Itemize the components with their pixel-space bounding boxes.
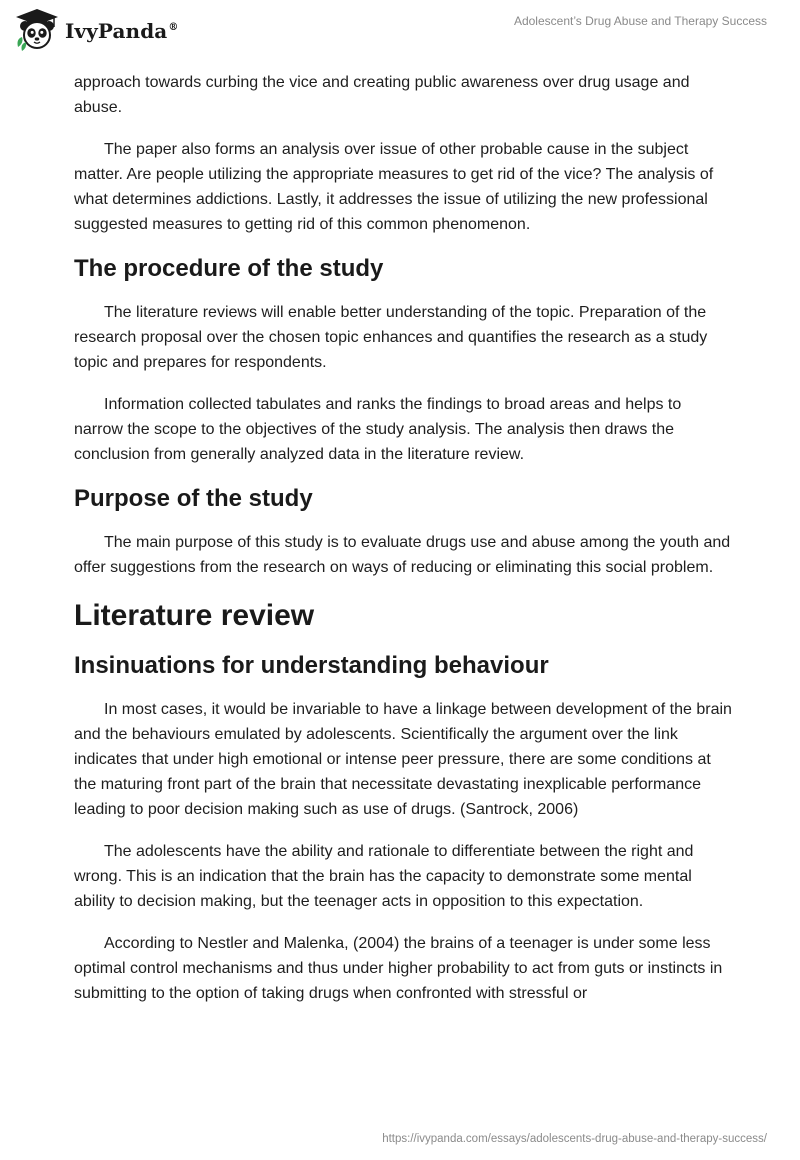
paragraph: The literature reviews will enable better understanding of the topic. Preparation of the research proposal over the chosen topic enhances and quantifies the research as a study topic and prepares for respondents. (74, 304, 708, 371)
heading-purpose-of-study: Purpose of the study (74, 485, 313, 512)
panda-graduate-icon (14, 7, 60, 53)
logo-text: IvyPanda® (65, 19, 179, 43)
source-url[interactable]: https://ivypanda.com/essays/adolescents-drug-abuse-and-therapy-success/ (382, 1133, 767, 1145)
paragraph: The paper also forms an analysis over issue of other probable cause in the subject matter. Are people utilizing the appropriate measures to get rid of the vice? The analysis of what determines addictions. Lastly, it addresses the issue of utilizing the new professional suggested measures to getting rid of this common phenomenon. (74, 141, 714, 233)
paragraph: In most cases, it would be invariable to have a linkage between development of the brain and the behaviours emulated by adolescents. Scientifically the argument over the link indicates that under high emotional or intense peer pressure, there are some conditions at the maturing front part of the brain that necessitate devastating inexplicable performance leading to poor decision making such as use of drugs. (Santrock, 2006) (74, 701, 732, 818)
essay-body (74, 70, 734, 1023)
page-header (0, 0, 800, 62)
registered-mark: ® (168, 22, 179, 33)
paragraph: The main purpose of this study is to evaluate drugs use and abuse among the youth and offer suggestions from the research on ways of reducing or eliminating this social problem. (74, 534, 731, 576)
heading-procedure-of-study: The procedure of the study (74, 255, 384, 282)
paragraph-continuation: approach towards curbing the vice and creating public awareness over drug usage and abuse. (74, 74, 690, 116)
heading-literature-review: Literature review (74, 599, 315, 632)
running-title: Adolescent’s Drug Abuse and Therapy Success (513, 14, 767, 28)
paragraph: According to Nestler and Malenka, (2004) the brains of a teenager is under some less optimal control mechanisms and thus under higher probability to act from guts or instincts in submitting to the option of taking drugs when confronted with stressful or (74, 935, 723, 1002)
paragraph: Information collected tabulates and ranks the findings to broad areas and helps to narrow the scope to the objectives of the study analysis. The analysis then draws the conclusion from generally analyzed data in the literature review. (74, 396, 682, 463)
ivypanda-logo[interactable] (14, 7, 178, 53)
heading-insinuations: Insinuations for understanding behaviour (74, 652, 549, 679)
paragraph: The adolescents have the ability and rationale to differentiate between the right and wrong. This is an indication that the brain has the capacity to demonstrate some mental ability to decision making, but the teenager acts in opposition to this expectation. (74, 843, 694, 910)
